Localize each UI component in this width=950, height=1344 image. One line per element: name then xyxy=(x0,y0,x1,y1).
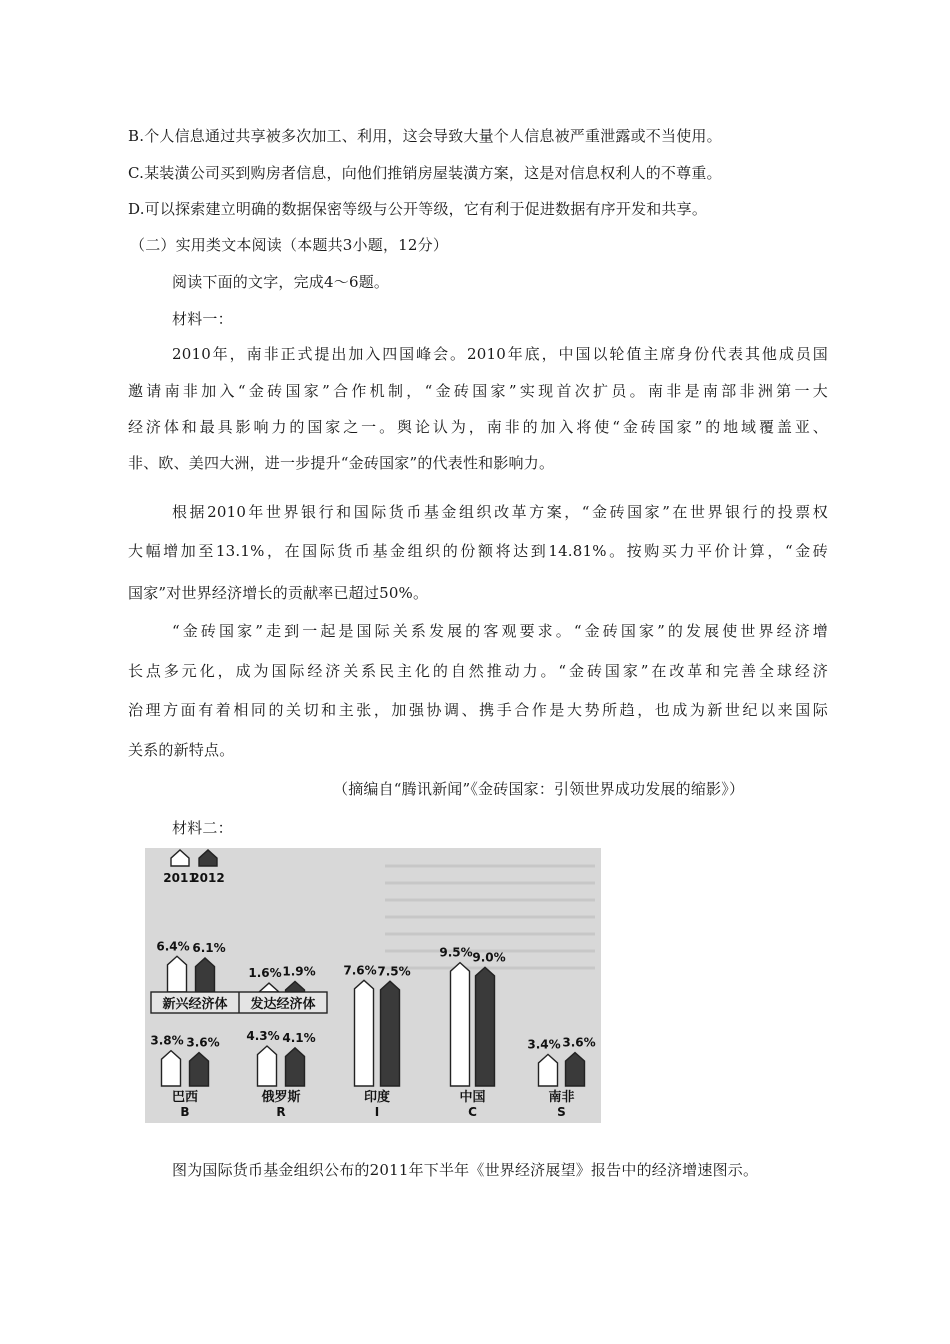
section-title: （二）实用类文本阅读（本题共3小题，12分） xyxy=(130,236,449,254)
group-bar-2012 xyxy=(286,981,305,992)
data-label-2012: 7.5% xyxy=(377,964,411,979)
bar-2012 xyxy=(476,967,495,1086)
chart-caption: 图为国际货币基金组织公布的2011年下半年《世界经济展望》报告中的经济增速图示。 xyxy=(172,1161,759,1179)
legend-2012-swatch xyxy=(199,850,217,866)
category-label: 中国 xyxy=(459,1090,486,1105)
bar-2011 xyxy=(258,1046,277,1086)
source-citation: （摘编自“腾讯新闻”《金砖国家：引领世界成功发展的缩影》） xyxy=(333,780,745,798)
option-b: B.个人信息通过共享被多次加工、利用，这会导致大量个人信息被严重泄露或不当使用。 xyxy=(128,127,722,145)
category-label: 印度 xyxy=(363,1090,391,1105)
data-label-2012: 4.1% xyxy=(282,1030,316,1045)
category-code: C xyxy=(468,1105,477,1119)
group-data-label: 6.1% xyxy=(192,940,226,955)
category-label: 巴西 xyxy=(171,1090,199,1105)
instruction: 阅读下面的文字，完成4～6题。 xyxy=(172,273,390,291)
group-bar-2011 xyxy=(168,956,187,992)
data-label-2011: 7.6% xyxy=(343,963,377,978)
paragraph-line: 经济体和最具影响力的国家之一。舆论认为，南非的加入将使“金砖国家”的地域覆盖亚、 xyxy=(128,418,828,436)
material2-label: 材料二： xyxy=(172,819,233,837)
paragraph-line: 国家”对世界经济增长的贡献率已超过50%。 xyxy=(128,584,429,602)
group-label: 发达经济体 xyxy=(250,997,316,1012)
data-label-2011: 3.8% xyxy=(150,1033,184,1048)
bar-2012 xyxy=(381,981,400,1086)
bar-2012 xyxy=(190,1053,209,1086)
group-bar-2012 xyxy=(196,958,215,992)
category-code: R xyxy=(276,1105,286,1119)
growth-chart-svg xyxy=(145,848,601,1123)
group-bar-2011 xyxy=(260,983,279,992)
data-label-2012: 3.6% xyxy=(186,1035,220,1050)
data-label-2012: 3.6% xyxy=(562,1035,596,1050)
bar-2011 xyxy=(355,980,374,1086)
growth-chart xyxy=(145,848,601,1123)
paragraph-line: 治理方面有着相同的关切和主张，加强协调、携手合作是大势所趋，也成为新世纪以来国际 xyxy=(128,701,828,719)
legend-2011-swatch xyxy=(171,850,189,866)
option-d: D.可以探索建立明确的数据保密等级与公开等级，它有利于促进数据有序开发和共享。 xyxy=(128,200,708,218)
category-code: B xyxy=(180,1105,190,1119)
paragraph-line: 大幅增加至13.1%，在国际货币基金组织的份额将达到14.81%。按购买力平价计算，“金砖 xyxy=(128,542,828,560)
bar-2012 xyxy=(286,1048,305,1086)
category-code: I xyxy=(374,1105,380,1119)
data-label-2012: 9.0% xyxy=(472,950,506,965)
paragraph-line: 长点多元化，成为国际经济关系民主化的自然推动力。“金砖国家”在改革和完善全球经济 xyxy=(128,662,828,680)
bar-2012 xyxy=(566,1053,585,1086)
paragraph-line: 根据2010年世界银行和国际货币基金组织改革方案，“金砖国家”在世界银行的投票权 xyxy=(172,503,828,521)
paragraph-line: 邀请南非加入“金砖国家”合作机制，“金砖国家”实现首次扩员。南非是南部非洲第一大 xyxy=(128,382,828,400)
paragraph-line: 2010年，南非正式提出加入四国峰会。2010年底，中国以轮值主席身份代表其他成员国 xyxy=(172,345,828,363)
option-c: C.某装潢公司买到购房者信息，向他们推销房屋装潢方案，这是对信息权利人的不尊重。 xyxy=(128,164,722,182)
data-label-2011: 4.3% xyxy=(246,1029,280,1044)
paragraph-line: 非、欧、美四大洲，进一步提升“金砖国家”的代表性和影响力。 xyxy=(128,454,555,472)
group-data-label: 1.6% xyxy=(248,966,282,981)
paragraph-line: “金砖国家”走到一起是国际关系发展的客观要求。“金砖国家”的发展使世界经济增 xyxy=(172,622,828,640)
category-label: 俄罗斯 xyxy=(261,1090,301,1105)
group-data-label: 6.4% xyxy=(156,939,190,954)
bar-2011 xyxy=(451,963,470,1086)
category-code: S xyxy=(557,1105,566,1119)
bar-2011 xyxy=(539,1054,558,1086)
group-data-label: 1.9% xyxy=(282,964,316,979)
legend-2011-label: 2011 xyxy=(163,871,197,885)
paragraph-line: 关系的新特点。 xyxy=(128,741,235,759)
legend-2012-label: 2012 xyxy=(191,871,225,885)
group-label: 新兴经济体 xyxy=(162,997,228,1012)
data-label-2011: 3.4% xyxy=(527,1037,561,1052)
material1-label: 材料一： xyxy=(172,310,233,328)
bar-2011 xyxy=(162,1051,181,1086)
category-label: 南非 xyxy=(548,1090,575,1105)
data-label-2011: 9.5% xyxy=(439,945,473,960)
